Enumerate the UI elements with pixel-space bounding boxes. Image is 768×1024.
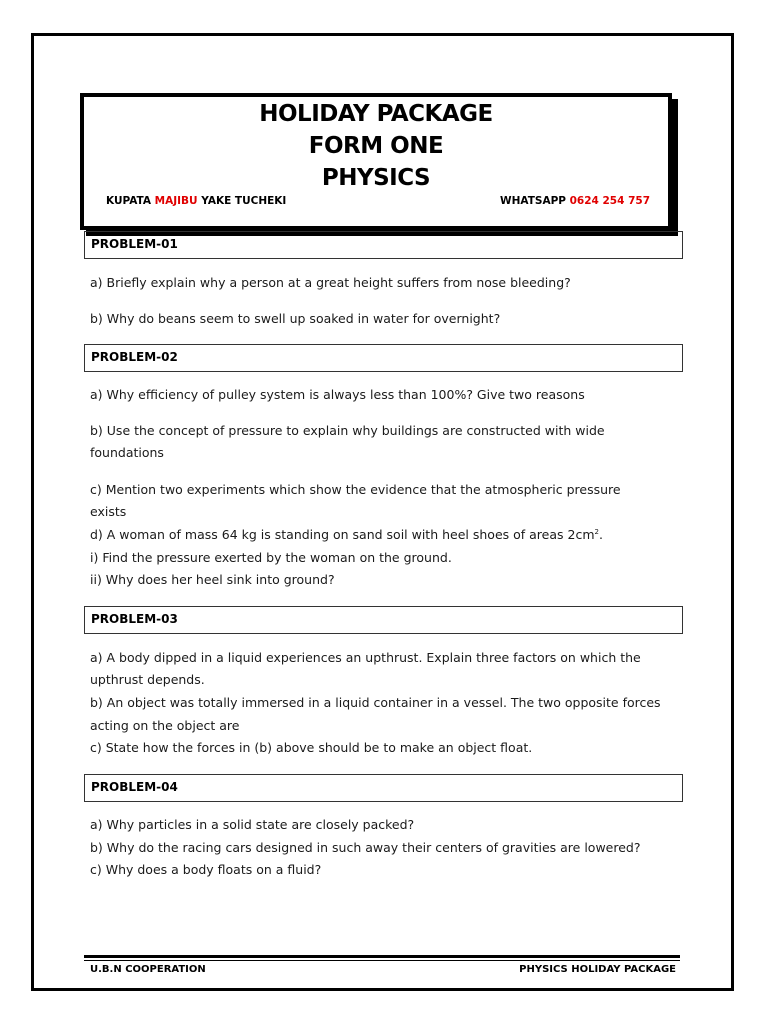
problem-03-header xyxy=(84,606,683,634)
problem-04-header xyxy=(84,774,683,802)
question-line: i) Find the pressure exerted by the woman on the ground. xyxy=(90,550,452,565)
whatsapp-number: 0624 254 757 xyxy=(569,195,650,207)
footer-rule-thin xyxy=(84,960,680,961)
question-line: b) An object was totally immersed in a liquid container in a vessel. The two opposite forces xyxy=(90,695,661,710)
question-text: d) A woman of mass 64 kg is standing on sand soil with heel shoes of areas 2cm xyxy=(90,527,595,542)
header-sub-right xyxy=(500,195,650,207)
question-line: b) Use the concept of pressure to explain why buildings are constructed with wide xyxy=(90,423,605,438)
question-line: upthrust depends. xyxy=(90,672,205,687)
problem-label: PROBLEM-02 xyxy=(91,350,178,364)
question-tail: . xyxy=(598,527,603,542)
sub-left-part3: YAKE TUCHEKI xyxy=(197,195,287,207)
question-line: a) Why particles in a solid state are closely packed? xyxy=(90,817,415,832)
question-line xyxy=(90,527,603,542)
sub-left-part1: KUPATA xyxy=(106,195,155,207)
problem-label: PROBLEM-04 xyxy=(91,780,178,794)
whatsapp-label: WHATSAPP xyxy=(500,195,570,207)
footer-right-text: PHYSICS HOLIDAY PACKAGE xyxy=(519,964,676,975)
question-line: foundations xyxy=(90,445,164,460)
question-line: ii) Why does her heel sink into ground? xyxy=(90,572,335,587)
header-title-line1: HOLIDAY PACKAGE xyxy=(259,101,493,127)
question-line: c) State how the forces in (b) above should be to make an object float. xyxy=(90,740,533,755)
sub-left-highlight: MAJIBU xyxy=(154,195,198,207)
header-sub-left xyxy=(106,195,286,207)
problem-label: PROBLEM-03 xyxy=(91,612,178,626)
footer-rule xyxy=(84,955,680,958)
question-line: a) A body dipped in a liquid experiences an upthrust. Explain three factors on which the xyxy=(90,650,641,665)
question-line: exists xyxy=(90,504,127,519)
header-title-line3: PHYSICS xyxy=(321,165,431,191)
question-line: b) Why do the racing cars designed in such away their centers of gravities are lowered? xyxy=(90,840,641,855)
question-line: a) Briefly explain why a person at a great height suffers from nose bleeding? xyxy=(90,275,571,290)
problem-02-header xyxy=(84,344,683,372)
footer-left-text: U.B.N COOPERATION xyxy=(90,964,206,975)
problem-label: PROBLEM-01 xyxy=(91,237,178,251)
question-line: acting on the object are xyxy=(90,718,240,733)
question-line: c) Why does a body floats on a fluid? xyxy=(90,862,322,877)
header-title-line2: FORM ONE xyxy=(308,133,444,159)
superscript: 2 xyxy=(594,527,599,536)
header-box xyxy=(80,93,672,230)
question-line: c) Mention two experiments which show the evidence that the atmospheric pressure xyxy=(90,482,621,497)
question-line: b) Why do beans seem to swell up soaked in water for overnight? xyxy=(90,311,501,326)
problem-01-header xyxy=(84,231,683,259)
question-line: a) Why efficiency of pulley system is always less than 100%? Give two reasons xyxy=(90,387,585,402)
